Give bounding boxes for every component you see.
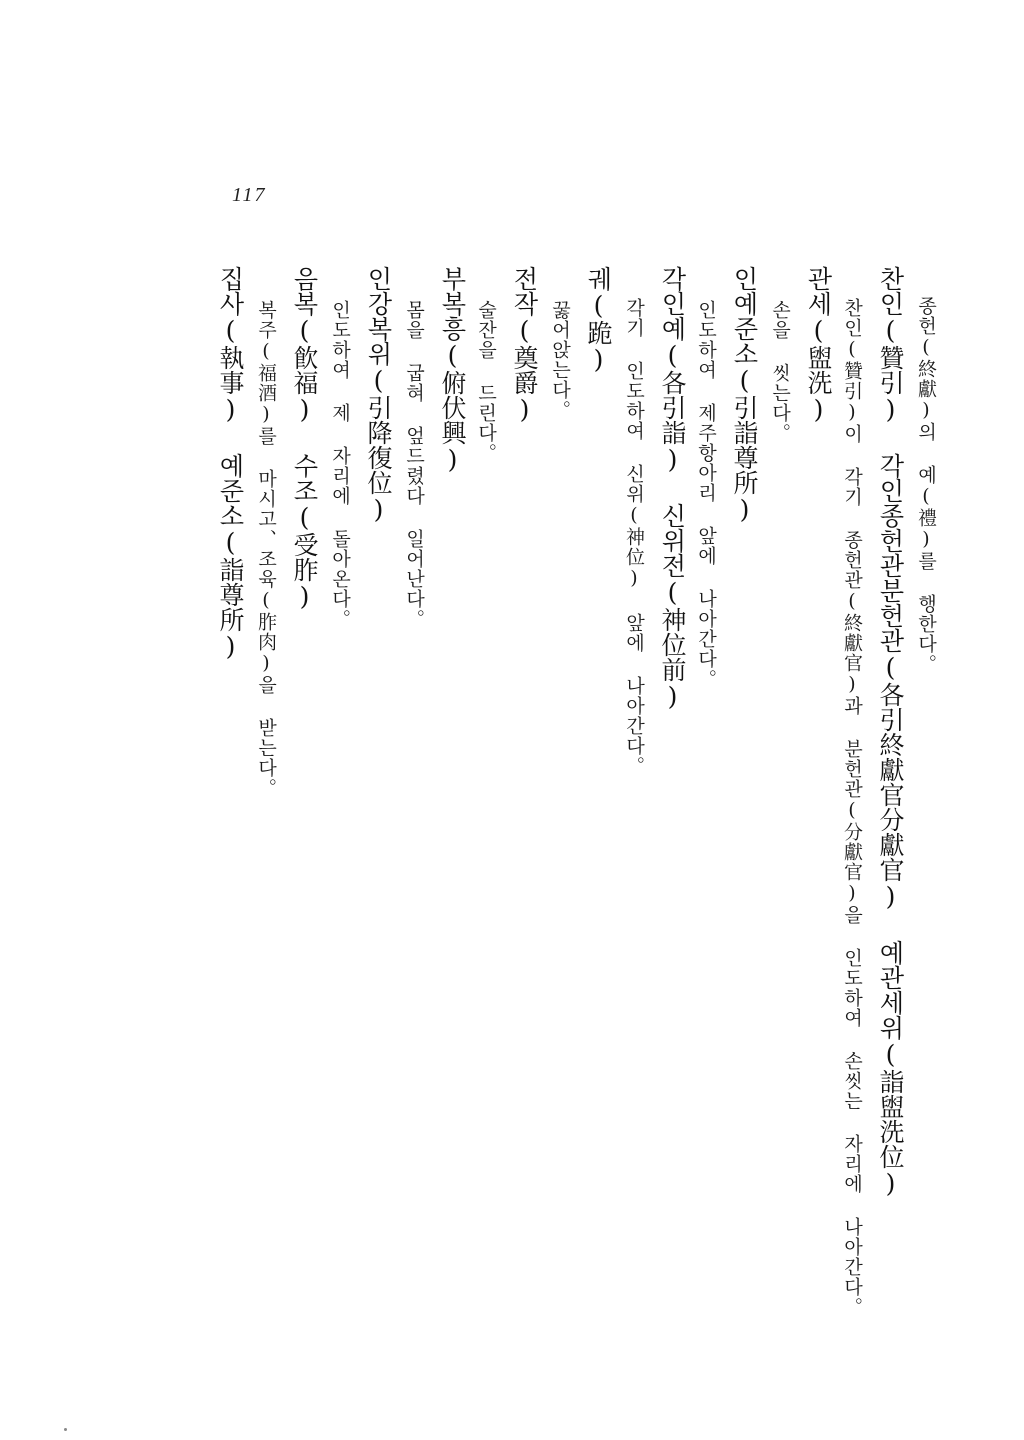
page-speck (64, 1428, 67, 1431)
text-column-20: 집사(執事) 예준소(詣尊所) (216, 266, 245, 661)
text-column-5: 손을 씻는다。 (769, 300, 791, 443)
page-number: 117 (232, 184, 267, 206)
text-column-1: 종헌(終獻)의 예(禮)를 행한다。 (915, 296, 937, 674)
text-column-14: 부복흥(俯伏興) (438, 266, 467, 474)
text-column-18: 음복(飮福) 수조(受胙) (290, 266, 319, 611)
text-column-4: 관세(盥洗) (804, 266, 833, 424)
text-column-12: 전작(奠爵) (510, 266, 539, 424)
text-column-16: 인강복위(引降復位) (364, 266, 393, 524)
text-column-3: 찬인(贊引)이 각기 종헌관(終獻官)과 분헌관(分獻官)을 인도하여 손씻는 자리에 나아간다。 (841, 298, 863, 1317)
text-column-2: 찬인(贊引) 각인종헌관분헌관(各引終獻官分獻官) 예관세위(詣盥洗位) (876, 266, 905, 1198)
text-column-11: 꿇어앉는다。 (549, 300, 571, 420)
text-column-6: 인예준소(引詣尊所) (730, 266, 759, 524)
text-column-10: 궤(跪) (584, 266, 613, 374)
text-column-7: 인도하여 제주항아리 앞에 나아간다。 (695, 300, 717, 689)
text-column-13: 술잔을 드린다。 (475, 300, 497, 463)
text-column-8: 각인예(各引詣) 신위전(神位前) (658, 266, 687, 711)
text-column-15: 몸을 굽혀 엎드렸다 일어난다。 (403, 300, 425, 629)
text-column-19: 복주(福酒)를 마시고、조육(胙肉)을 받는다。 (255, 300, 277, 798)
text-column-9: 각기 인도하여 신위(神位) 앞에 나아간다。 (623, 298, 645, 776)
text-column-17: 인도하여 제 자리에 돌아온다。 (329, 300, 351, 629)
